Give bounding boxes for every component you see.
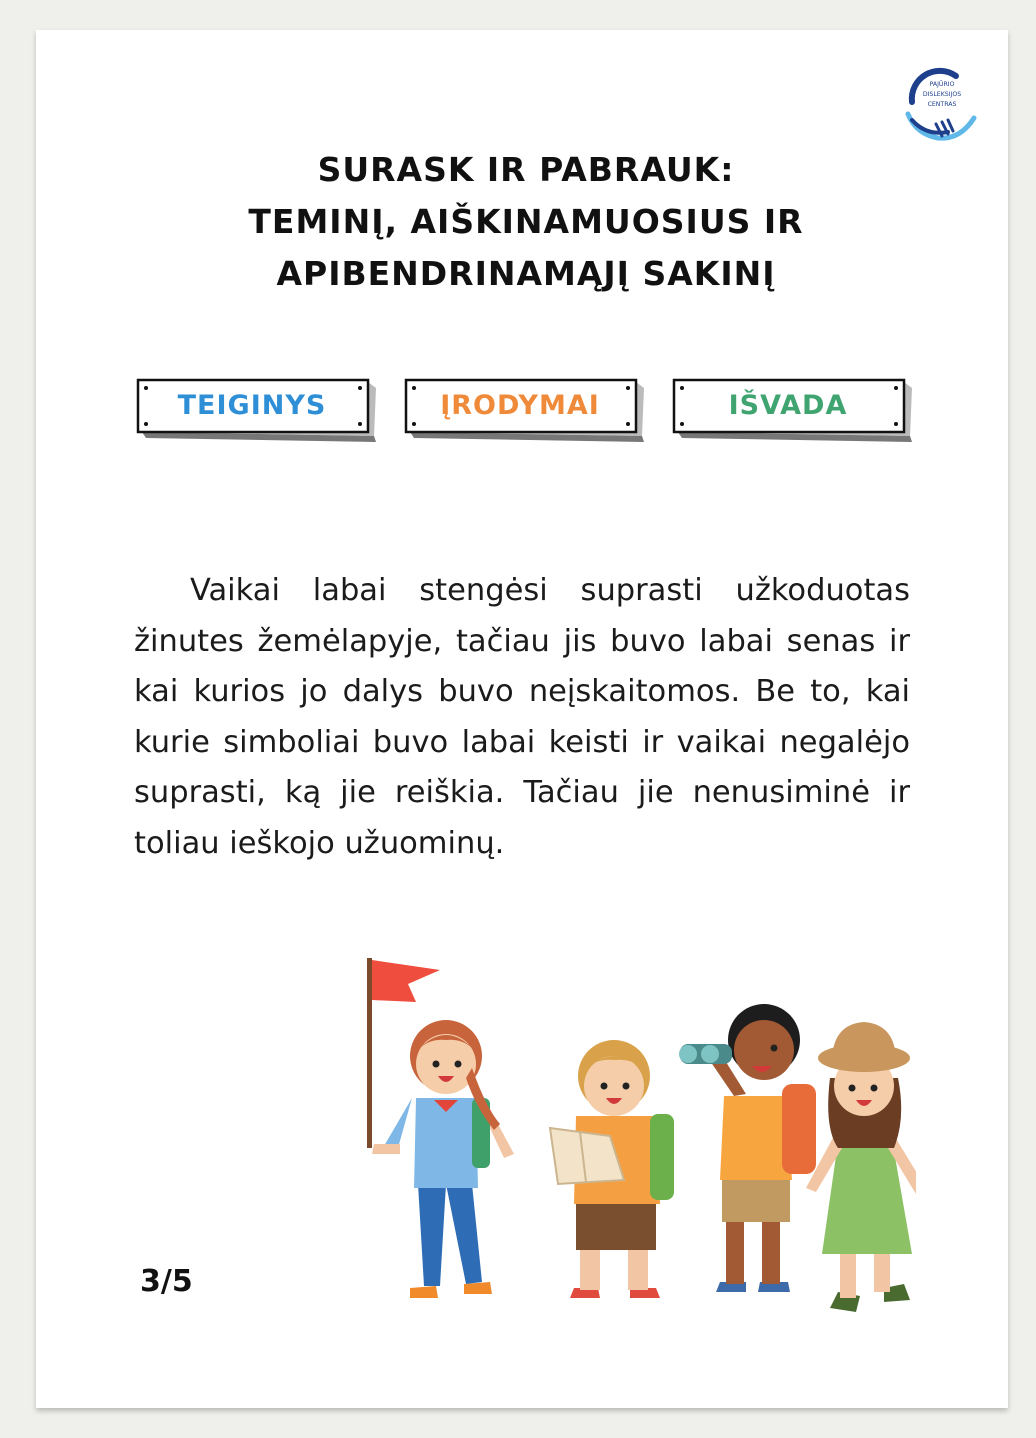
logo-line-3: CENTRAS	[927, 101, 957, 108]
logo	[898, 62, 982, 146]
worksheet-page	[36, 30, 1008, 1408]
backpack-icon	[782, 1084, 816, 1174]
kids-illustration-icon	[354, 948, 916, 1320]
logo-line-2: DISLEKSIJOS	[922, 91, 962, 98]
label-isvada: IŠVADA	[728, 390, 848, 421]
page-title	[156, 144, 896, 300]
label-irodymai: ĮRODYMAI	[440, 390, 600, 421]
girl-with-flag	[367, 958, 514, 1298]
label-teiginys: TEIGINYS	[177, 390, 327, 421]
girl-with-hat	[806, 1022, 916, 1312]
kids-explorers-illustration	[354, 948, 916, 1320]
label-box-isvada	[672, 376, 916, 448]
label-box-irodymai	[404, 376, 648, 448]
title-line-2: TEMINĮ, AIŠKINAMUOSIUS IR	[248, 202, 804, 241]
reading-paragraph: Vaikai labai stengėsi suprasti užkoduotas žinutes žemėlapyje, tačiau jis buvo labai senas ir kai kurios jo dalys buvo neįskaitomos. Be to, kai kurie simboliai buvo labai keisti ir vaikai negalėjo suprasti, ką jie reiškia. Tačiau jie nenusiminė ir toliau ieškojo užuominų.	[134, 573, 910, 861]
label-box-teiginys	[136, 376, 380, 448]
page-number: 3/5	[140, 1264, 193, 1299]
logo-emblem-icon	[898, 62, 982, 146]
boy-with-map	[550, 1040, 674, 1298]
flag-icon	[367, 958, 372, 1148]
title-line-1: SURASK IR PABRAUK:	[317, 150, 735, 189]
boy-with-binoculars	[679, 1004, 816, 1292]
logo-line-1: PAJŪRIO	[929, 81, 955, 88]
title-line-3: APIBENDRINAMĄJĮ SAKINĮ	[276, 254, 776, 293]
